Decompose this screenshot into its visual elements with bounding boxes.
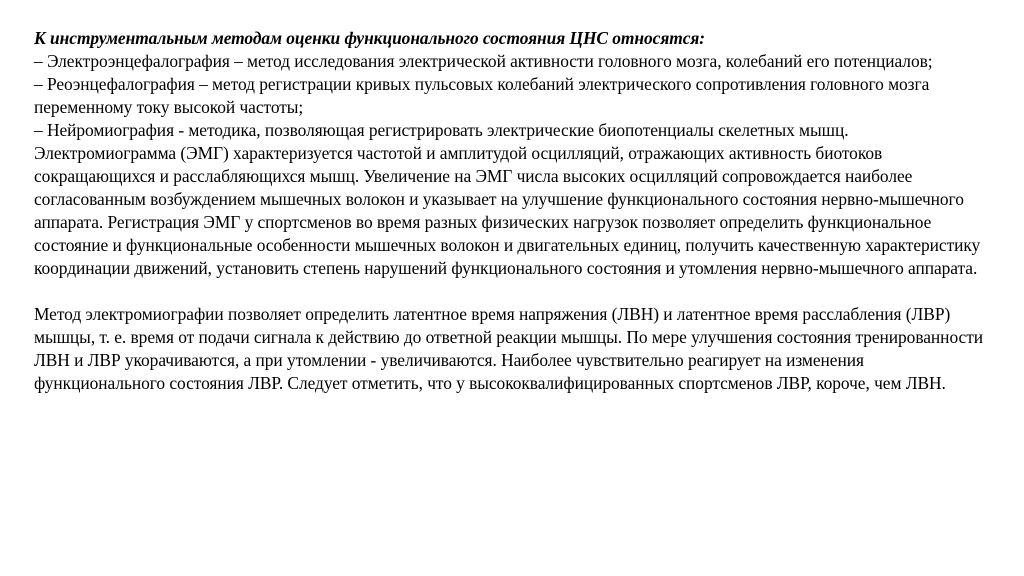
paragraph-emg-method: Метод электромиографии позволяет определить латентное время напряжения (ЛВН) и латентное время расслабления (ЛВР) мышцы, т. е. время от подачи сигнала к действию до ответной реакции мышцы. По мере улучшения состояния тренированности ЛВН и ЛВР укорачиваются, а при утомлении - увеличиваются. Наиболее чувствительно реагирует на изменения функционального состояния ЛВР. Следует отметить, что у высококвалифицированных спортсменов ЛВР, короче, чем ЛВН. (34, 304, 983, 393)
list-item-eeg: – Электроэнцефалография – метод исследования электрической активности головного мозга, колебаний его потенциалов; (34, 51, 933, 71)
heading: К инструментальным методам оценки функционального состояния ЦНС относятся: (34, 28, 706, 48)
list-item-emg: – Нейромиография - методика, позволяющая регистрировать электрические биопотенциалы скелетных мышц. Электромиограмма (ЭМГ) характеризуется частотой и амплитудой осцилляций, отражающих активность биотоков сокращающихся и расслабляющихся мышц. Увеличение на ЭМГ числа высоких осцилляций сопровождается наиболее согласованным возбуждением мышечных волокон и указывает на улучшение функционального состояния нервно-мышечного аппарата. Регистрация ЭМГ у спортсменов во время разных физических нагрузок позволяет определить функциональное состояние и функциональные особенности мышечных волокон и двигательных единиц, получить качественную характеристику координации движений, установить степень нарушений функционального состояния и утомления нервно-мышечного аппарата. (34, 120, 981, 278)
paragraph-gap (34, 280, 994, 303)
list-item-reg: – Реоэнцефалография – метод регистрации кривых пульсовых колебаний электрического сопротивления головного мозга переменному току высокой частоты; (34, 74, 930, 117)
text-block (34, 27, 994, 395)
